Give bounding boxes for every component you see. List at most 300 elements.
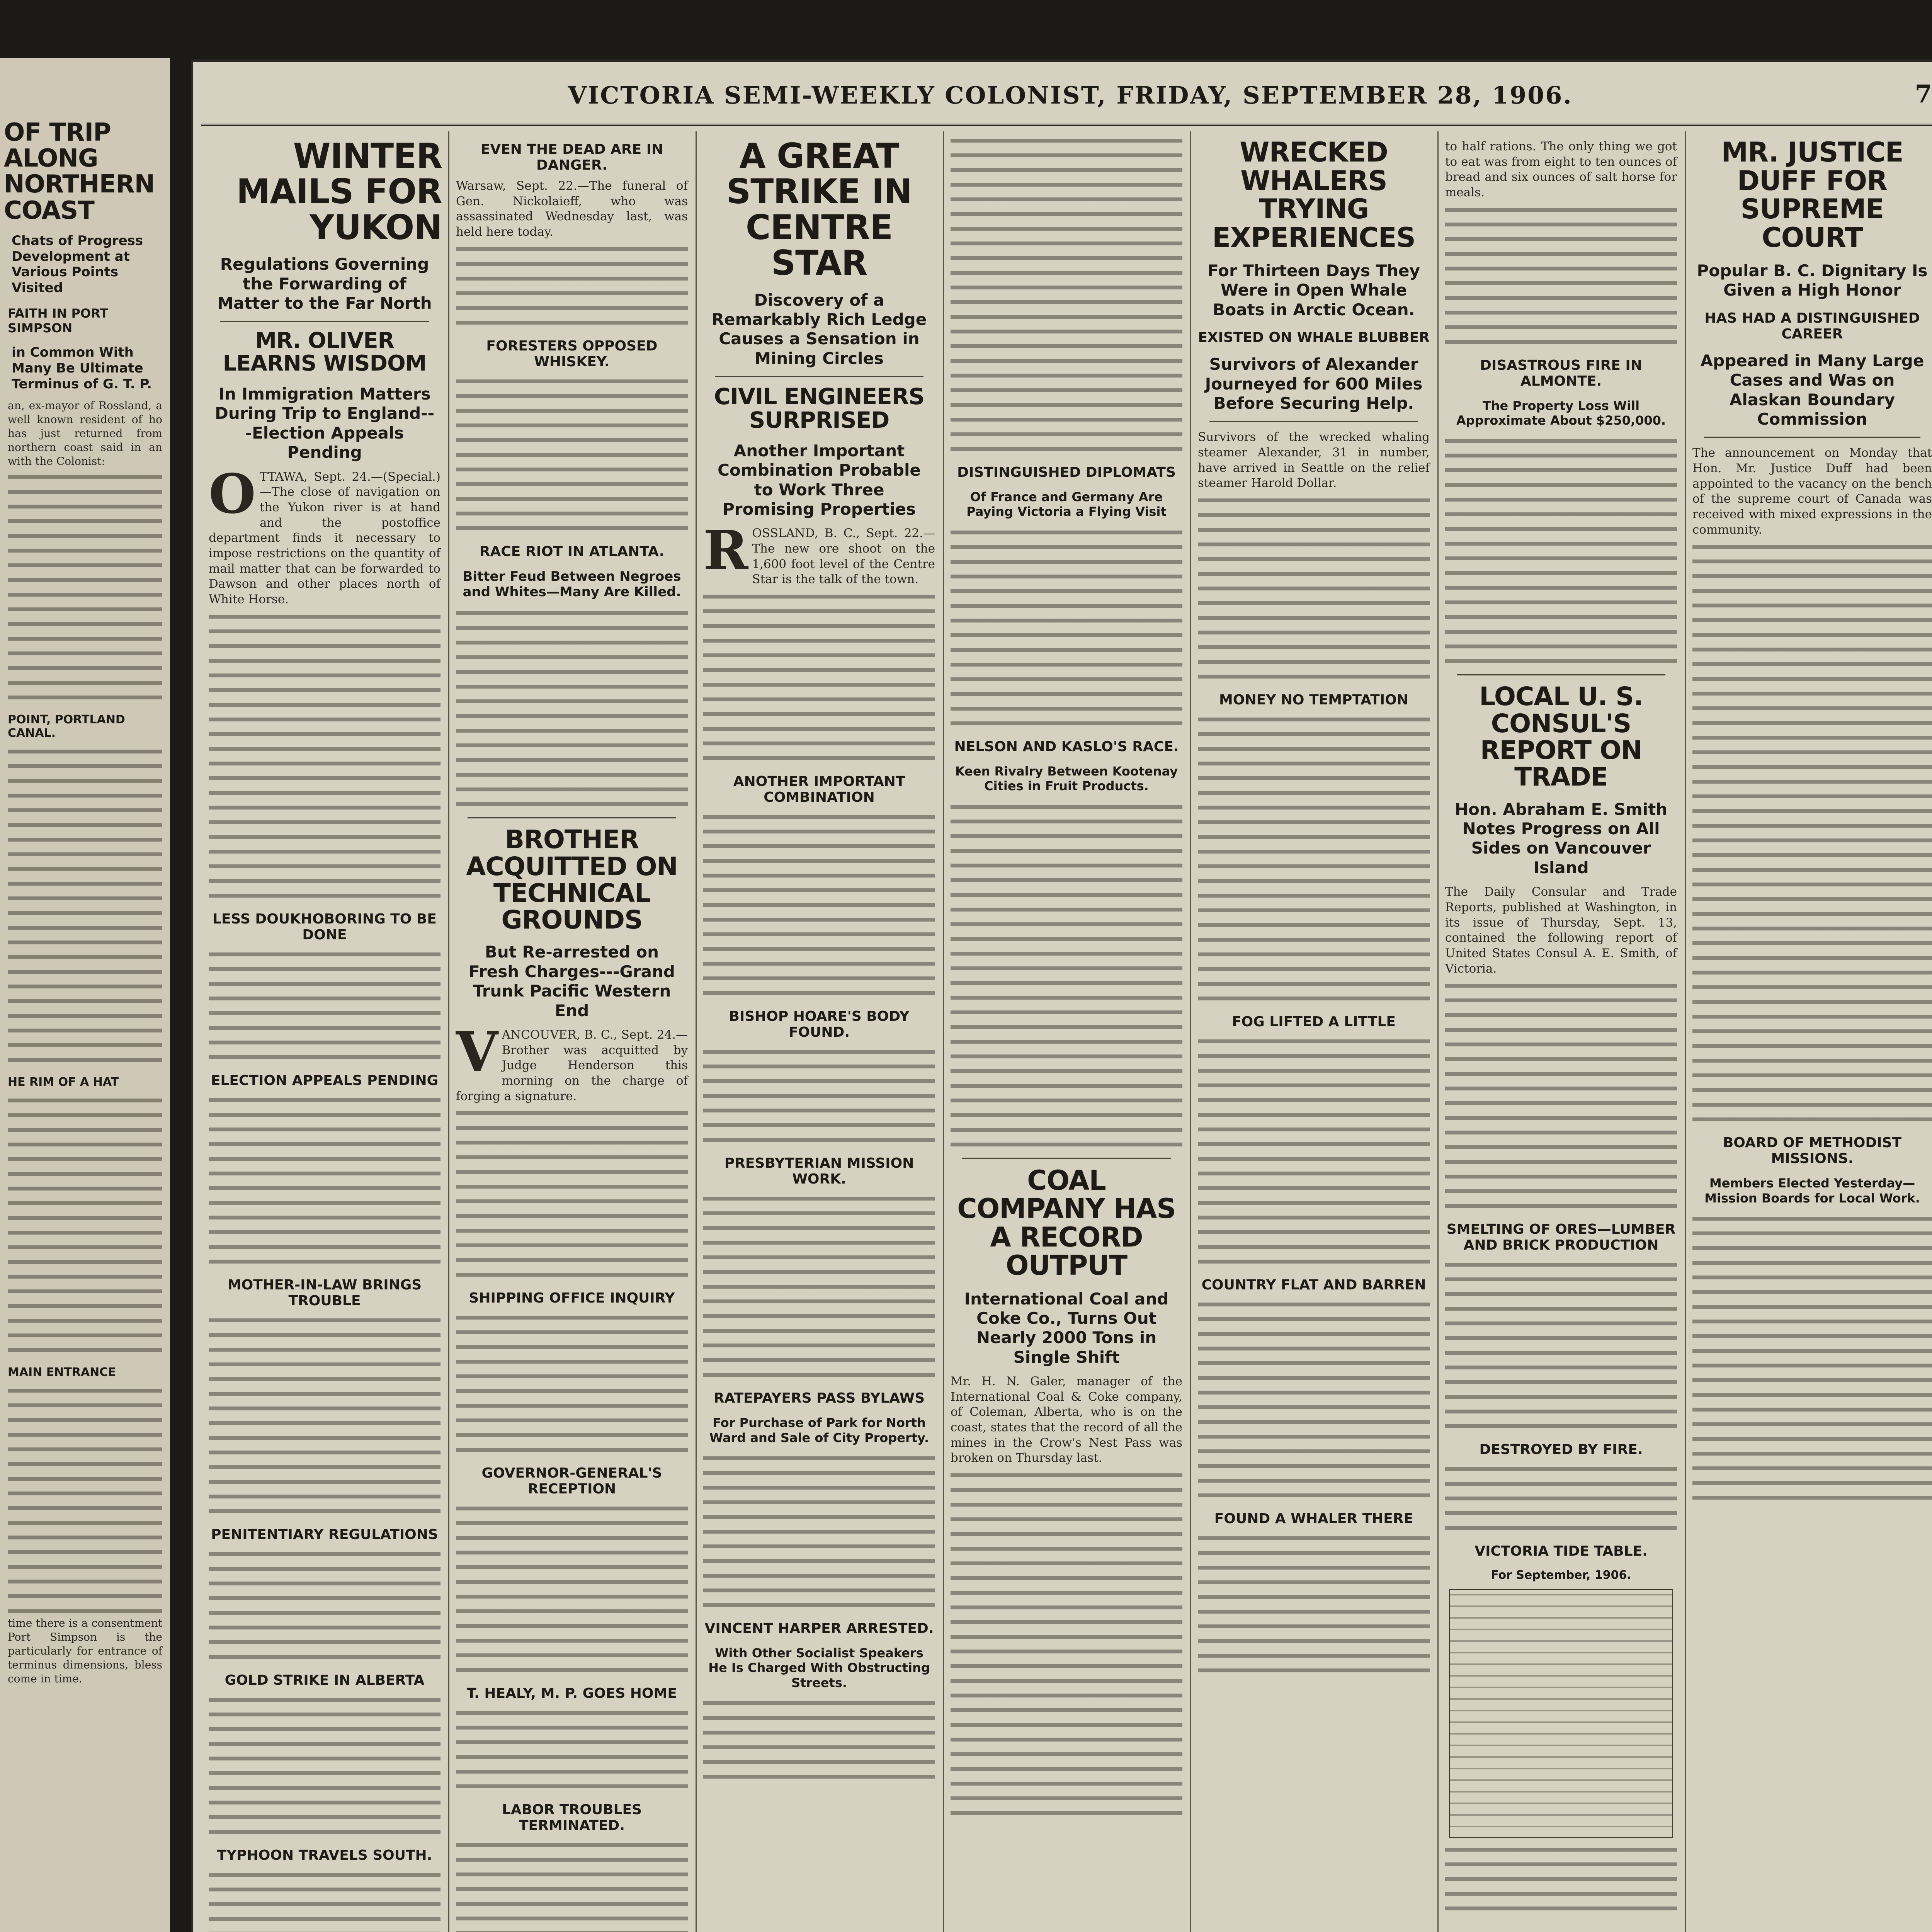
text-lines xyxy=(1198,1182,1430,1194)
text-lines xyxy=(951,1645,1182,1657)
scrap-subhead: HE RIM OF A HAT xyxy=(8,1075,119,1089)
text-lines xyxy=(703,649,935,661)
text-lines xyxy=(209,1211,440,1223)
text-lines xyxy=(951,702,1182,714)
text-lines xyxy=(8,760,162,772)
text-lines xyxy=(209,1388,440,1399)
text-lines xyxy=(1445,1332,1677,1344)
text-lines xyxy=(1692,658,1932,670)
text-lines xyxy=(951,384,1182,396)
subhead: PENITENTIARY REGULATIONS xyxy=(211,1526,438,1543)
text-lines xyxy=(8,980,162,992)
headline-oliver: MR. OLIVER LEARNS WISDOM xyxy=(223,328,427,376)
text-lines xyxy=(456,1780,688,1792)
text-lines xyxy=(1692,1301,1932,1312)
column-3 xyxy=(696,131,944,1932)
text-lines xyxy=(703,1134,935,1145)
text-lines xyxy=(209,1796,440,1808)
deck-survivors: Survivors of Alexander Journeyed for 600 Miles Before Securing Help. xyxy=(1205,355,1423,413)
text-lines xyxy=(456,1854,688,1865)
text-lines xyxy=(1198,1211,1430,1223)
text-lines xyxy=(1198,1050,1430,1061)
deck-brother-acquitted: But Re-arrested on Fresh Charges---Grand Trunk Pacific Western End xyxy=(469,942,675,1020)
divider xyxy=(220,321,429,322)
text-lines xyxy=(1198,1153,1430,1164)
text-lines xyxy=(456,1649,688,1661)
text-lines xyxy=(951,556,1182,567)
text-lines xyxy=(209,831,440,842)
text-lines xyxy=(209,728,440,740)
text-lines xyxy=(456,1136,688,1148)
text-lines xyxy=(8,603,162,615)
text-lines xyxy=(209,1167,440,1179)
deck: Bitter Feud Between Negroes and Whites—Many Are Killed. xyxy=(463,568,681,600)
text-lines xyxy=(703,1310,935,1321)
text-lines xyxy=(1445,523,1677,534)
text-lines xyxy=(1445,449,1677,461)
text-lines xyxy=(209,1358,440,1370)
text-lines xyxy=(703,1090,935,1101)
text-lines xyxy=(1445,655,1677,667)
text-lines xyxy=(456,390,688,401)
scrap-deck: in Common With Many Be Ultimate Terminus of G. T. P. xyxy=(12,344,152,392)
text-lines xyxy=(8,1226,162,1238)
article-text: OSSLAND, B. C., Sept. 22.—The new ore shoot on the 1,600 foot level of the Centre Star is the talk of the town. xyxy=(752,526,935,587)
text-lines xyxy=(951,1587,1182,1598)
text-lines xyxy=(703,1570,935,1581)
text-lines xyxy=(8,1241,162,1253)
text-lines xyxy=(209,963,440,975)
text-lines xyxy=(456,1122,688,1133)
text-lines xyxy=(209,1138,440,1150)
text-lines xyxy=(1692,1054,1932,1066)
text-lines xyxy=(1692,687,1932,699)
text-lines xyxy=(1198,1445,1430,1457)
text-lines xyxy=(1445,493,1677,505)
text-lines xyxy=(1445,1391,1677,1402)
article-text: TTAWA, Sept. 24.—(Special.)—The close of navigation on the Yukon river is at hand and the postoffice department finds it necessary to impose restrictions on the quantity of mail matter that can be forwarded to Dawson and other places north of White Horse. xyxy=(209,469,440,606)
text-lines xyxy=(209,1811,440,1823)
text-lines xyxy=(951,688,1182,699)
text-lines xyxy=(209,1592,440,1604)
text-lines xyxy=(1198,1576,1430,1588)
text-lines xyxy=(456,1370,688,1382)
text-lines xyxy=(703,1295,935,1307)
headline-winter-mails: WINTER MAILS FOR YUKON xyxy=(236,136,442,247)
text-lines xyxy=(1445,1170,1677,1182)
text-lines xyxy=(1445,1259,1677,1270)
divider xyxy=(1457,674,1665,675)
text-lines xyxy=(1198,626,1430,638)
column-5 xyxy=(1190,131,1439,1932)
text-lines xyxy=(703,1741,935,1753)
adjacent-page-scrap xyxy=(0,58,170,1932)
text-lines xyxy=(1692,981,1932,993)
text-lines xyxy=(209,1432,440,1443)
text-lines xyxy=(703,1584,935,1596)
text-lines xyxy=(8,588,162,600)
text-lines xyxy=(1445,537,1677,549)
text-lines xyxy=(209,1461,440,1473)
text-lines xyxy=(1692,629,1932,640)
text-lines xyxy=(1692,1227,1932,1239)
text-lines xyxy=(1198,772,1430,784)
deck: Of France and Germany Are Paying Victoria a Flying Visit xyxy=(966,490,1167,519)
text-lines xyxy=(1692,1433,1932,1444)
text-lines xyxy=(951,1498,1182,1510)
subhead: FORESTERS OPPOSED WHISKEY. xyxy=(486,338,658,370)
text-lines xyxy=(1692,966,1932,978)
text-lines xyxy=(1198,641,1430,653)
text-lines xyxy=(456,522,688,534)
text-lines xyxy=(1445,1902,1677,1914)
text-lines xyxy=(1445,1288,1677,1299)
text-lines xyxy=(1198,1489,1430,1501)
text-lines xyxy=(1198,1357,1430,1369)
text-lines xyxy=(209,1898,440,1910)
text-lines xyxy=(951,325,1182,337)
text-lines xyxy=(209,1153,440,1164)
text-lines xyxy=(8,1605,162,1616)
subhead: NELSON AND KASLO'S RACE. xyxy=(954,738,1179,755)
text-lines xyxy=(1198,1342,1430,1354)
text-lines xyxy=(209,1752,440,1764)
text-lines xyxy=(951,134,1182,146)
text-lines xyxy=(1692,952,1932,963)
text-lines xyxy=(456,258,688,269)
text-lines xyxy=(8,1197,162,1209)
text-lines xyxy=(8,1256,162,1267)
text-lines xyxy=(8,1344,162,1355)
article-body xyxy=(703,519,935,587)
text-lines xyxy=(456,1107,688,1119)
deck: The Property Loss Will Approximate About $250,000. xyxy=(1456,398,1666,428)
text-lines xyxy=(456,1721,688,1733)
text-lines xyxy=(703,869,935,881)
text-lines xyxy=(209,978,440,989)
text-lines xyxy=(1445,1478,1677,1489)
tide-table xyxy=(1449,1589,1673,1838)
text-lines xyxy=(209,1548,440,1560)
text-lines xyxy=(703,825,935,837)
text-lines xyxy=(951,1792,1182,1804)
text-lines xyxy=(951,1124,1182,1135)
text-lines xyxy=(456,1620,688,1631)
text-lines xyxy=(1445,218,1677,230)
text-lines xyxy=(1445,277,1677,289)
text-lines xyxy=(456,798,688,810)
text-lines xyxy=(951,149,1182,161)
text-lines xyxy=(1692,1345,1932,1356)
text-lines xyxy=(951,903,1182,915)
text-lines xyxy=(1445,1522,1677,1533)
text-lines xyxy=(1692,673,1932,684)
text-lines xyxy=(209,1476,440,1487)
text-lines xyxy=(1445,1097,1677,1109)
text-lines xyxy=(8,559,162,571)
text-lines xyxy=(951,1050,1182,1062)
text-lines xyxy=(1692,585,1932,596)
text-lines xyxy=(1198,1532,1430,1544)
text-lines xyxy=(1198,963,1430,975)
text-lines xyxy=(8,1168,162,1179)
page-number: 7 xyxy=(1915,80,1932,109)
text-lines xyxy=(703,605,935,617)
text-lines xyxy=(1692,1418,1932,1430)
text-lines xyxy=(951,1513,1182,1525)
deck-great-strike: Discovery of a Remarkably Rich Ledge Causes a Sensation in Mining Circles xyxy=(711,290,927,368)
text-lines xyxy=(456,710,688,721)
text-lines xyxy=(8,500,162,512)
text-lines xyxy=(951,992,1182,1003)
text-lines xyxy=(456,1429,688,1440)
scrap-text: an, ex-mayor of Rossland, a well known resident of ho has just returned from northern coast said in an with the Colonist: xyxy=(8,399,162,468)
text-lines xyxy=(1692,541,1932,552)
text-lines xyxy=(8,1270,162,1282)
text-lines xyxy=(209,1490,440,1502)
text-lines xyxy=(703,1555,935,1566)
text-lines xyxy=(209,669,440,681)
text-lines xyxy=(8,633,162,644)
text-lines xyxy=(8,1458,162,1469)
text-lines xyxy=(209,948,440,960)
text-lines xyxy=(1198,597,1430,609)
text-lines xyxy=(1692,1242,1932,1253)
text-lines xyxy=(1198,1430,1430,1442)
text-lines xyxy=(209,1446,440,1458)
text-lines xyxy=(703,928,935,940)
text-lines xyxy=(1198,713,1430,725)
text-lines xyxy=(1692,1462,1932,1474)
text-lines xyxy=(1692,761,1932,772)
text-lines xyxy=(703,752,935,764)
text-lines xyxy=(951,1528,1182,1539)
text-lines xyxy=(1692,908,1932,919)
text-lines xyxy=(1445,1873,1677,1884)
text-lines xyxy=(951,267,1182,278)
text-lines xyxy=(8,1575,162,1587)
text-lines xyxy=(1692,1286,1932,1298)
text-lines xyxy=(1198,494,1430,506)
text-lines xyxy=(456,607,688,619)
text-lines xyxy=(456,1400,688,1411)
text-lines xyxy=(209,787,440,798)
text-lines xyxy=(1198,1475,1430,1486)
text-lines xyxy=(1692,1084,1932,1095)
subhead: LESS DOUKHOBORING TO BE DONE xyxy=(213,911,437,943)
deck-oliver: In Immigration Matters During Trip to England---Election Appeals Pending xyxy=(214,384,435,462)
text-lines xyxy=(951,815,1182,827)
text-lines xyxy=(456,1898,688,1909)
text-lines xyxy=(8,951,162,963)
text-lines xyxy=(1445,262,1677,274)
text-lines xyxy=(703,664,935,675)
text-lines xyxy=(209,1094,440,1105)
subhead: FOUND A WHALER THERE xyxy=(1214,1511,1413,1527)
text-lines xyxy=(209,655,440,666)
text-lines xyxy=(1445,1068,1677,1079)
text-lines xyxy=(1692,1257,1932,1268)
text-lines xyxy=(209,640,440,651)
text-lines xyxy=(703,1712,935,1723)
text-lines xyxy=(456,302,688,313)
text-lines xyxy=(951,644,1182,655)
text-lines xyxy=(456,724,688,736)
text-lines xyxy=(209,1563,440,1574)
text-lines xyxy=(1692,1025,1932,1037)
text-lines xyxy=(8,1561,162,1572)
text-lines xyxy=(1692,1447,1932,1459)
text-lines xyxy=(8,1517,162,1528)
text-lines xyxy=(1198,757,1430,769)
text-lines xyxy=(209,1007,440,1019)
text-lines xyxy=(8,574,162,585)
text-lines xyxy=(1198,1416,1430,1427)
text-lines xyxy=(209,1723,440,1735)
text-lines xyxy=(951,1080,1182,1091)
subhead: MOTHER-IN-LAW BRINGS TROUBLE xyxy=(227,1277,422,1309)
text-lines xyxy=(703,913,935,925)
scrap-deck: Chats of Progress Development at Various Points Visited xyxy=(12,233,143,296)
dropcap: V xyxy=(456,1020,498,1084)
text-lines xyxy=(209,1782,440,1793)
text-lines xyxy=(951,1065,1182,1077)
text-lines xyxy=(1692,570,1932,582)
text-lines xyxy=(1445,508,1677,520)
text-lines xyxy=(1692,1099,1932,1110)
text-lines xyxy=(951,443,1182,454)
text-lines xyxy=(1445,1009,1677,1020)
text-lines xyxy=(456,1707,688,1718)
subhead: EXISTED ON WHALE BLUBBER xyxy=(1198,330,1430,346)
text-lines xyxy=(456,1385,688,1396)
article-text: The Daily Consular and Trade Reports, published at Washington, in its issue of Thursday, Sept. 13, contained the following report of United States Consul A. E. Smith, of Victoria. xyxy=(1445,885,1677,976)
text-lines xyxy=(703,855,935,866)
subhead: T. HEALY, M. P. GOES HOME xyxy=(467,1685,677,1702)
text-lines xyxy=(209,1636,440,1648)
article-text: Mr. H. N. Galer, manager of the International Coal & Coke company, of Coleman, Alberta, who is on the coast, states that the record of all the mines in the Crow's Nest Pass was broken on Thursday last. xyxy=(951,1374,1182,1465)
text-lines xyxy=(456,1444,688,1455)
text-lines xyxy=(8,1212,162,1223)
text-lines xyxy=(1445,204,1677,215)
text-lines xyxy=(703,737,935,749)
text-lines xyxy=(8,1300,162,1311)
deck-civil-engineers: Another Important Combination Probable to Work Three Promising Properties xyxy=(718,441,921,519)
text-lines xyxy=(8,1399,162,1411)
text-lines xyxy=(703,1251,935,1263)
text-lines xyxy=(456,680,688,692)
text-lines xyxy=(209,1344,440,1355)
text-lines xyxy=(209,1197,440,1208)
text-lines xyxy=(8,1384,162,1396)
text-lines xyxy=(209,1708,440,1720)
text-lines xyxy=(1692,1389,1932,1400)
text-lines xyxy=(8,863,162,874)
text-lines xyxy=(951,874,1182,886)
text-lines xyxy=(8,775,162,786)
deck-winter-mails: Regulations Governing the Forwarding of Matter to the Far North xyxy=(217,255,432,313)
text-lines xyxy=(703,840,935,852)
deck: For Purchase of Park for North Ward and Sale of City Property. xyxy=(709,1415,929,1445)
text-lines xyxy=(456,1502,688,1514)
text-lines xyxy=(1692,922,1932,934)
text-lines xyxy=(456,1151,688,1163)
scrap-subhead: MAIN ENTRANCE xyxy=(8,1366,116,1379)
text-lines xyxy=(951,355,1182,366)
deck-career: Appeared in Many Large Cases and Was on Alaskan Boundary Commission xyxy=(1700,351,1924,429)
subhead: VICTORIA TIDE TABLE. xyxy=(1475,1543,1648,1560)
text-lines xyxy=(456,695,688,707)
text-lines xyxy=(8,804,162,816)
text-lines xyxy=(456,1269,688,1280)
masthead-title: VICTORIA SEMI-WEEKLY COLONIST, FRIDAY, SEPTEMBER 28, 1906. xyxy=(568,81,1573,109)
text-lines xyxy=(1198,1401,1430,1413)
text-lines xyxy=(8,819,162,830)
text-lines xyxy=(1692,1403,1932,1415)
deck-consul-report: Hon. Abraham E. Smith Notes Progress on All Sides on Vancouver Island xyxy=(1454,799,1668,877)
text-lines xyxy=(8,995,162,1007)
text-lines xyxy=(951,1660,1182,1672)
text-lines xyxy=(209,1109,440,1120)
text-lines xyxy=(1445,1082,1677,1094)
text-lines xyxy=(1198,1620,1430,1632)
text-lines xyxy=(703,1496,935,1508)
text-lines xyxy=(8,1429,162,1440)
text-lines xyxy=(703,1266,935,1277)
text-lines xyxy=(8,471,162,483)
text-lines xyxy=(951,1616,1182,1628)
text-lines xyxy=(456,754,688,765)
text-lines xyxy=(1198,801,1430,813)
text-lines xyxy=(1445,1361,1677,1373)
text-lines xyxy=(1445,1112,1677,1123)
text-lines xyxy=(951,526,1182,538)
text-lines xyxy=(1692,717,1932,728)
text-lines xyxy=(703,1339,935,1351)
text-lines xyxy=(8,892,162,904)
text-lines xyxy=(951,962,1182,974)
text-lines xyxy=(703,1192,935,1204)
headline-consul-report: LOCAL U. S. CONSUL'S REPORT ON TRADE xyxy=(1479,682,1643,792)
text-lines xyxy=(456,1414,688,1426)
text-lines xyxy=(1198,1664,1430,1676)
text-lines xyxy=(456,739,688,751)
text-lines xyxy=(1692,614,1932,626)
text-lines xyxy=(8,1138,162,1150)
text-lines xyxy=(1445,464,1677,476)
text-lines xyxy=(703,1369,935,1380)
text-lines xyxy=(456,1254,688,1265)
text-lines xyxy=(1198,1197,1430,1208)
text-lines xyxy=(209,992,440,1004)
text-lines xyxy=(951,947,1182,959)
text-lines xyxy=(456,1912,688,1924)
text-lines xyxy=(209,1417,440,1429)
article-body xyxy=(456,1020,688,1104)
text-lines xyxy=(1445,1126,1677,1138)
text-lines xyxy=(951,859,1182,871)
text-lines xyxy=(1445,552,1677,564)
text-lines xyxy=(951,1689,1182,1701)
text-lines xyxy=(1198,568,1430,579)
subhead: FOG LIFTED A LITTLE xyxy=(1232,1014,1396,1030)
text-lines xyxy=(1198,978,1430,989)
text-lines xyxy=(1198,860,1430,872)
text-lines xyxy=(209,1329,440,1340)
subhead: HAS HAD A DISTINGUISHED CAREER xyxy=(1704,310,1920,342)
text-lines xyxy=(1198,1065,1430,1076)
text-lines xyxy=(1198,845,1430,857)
